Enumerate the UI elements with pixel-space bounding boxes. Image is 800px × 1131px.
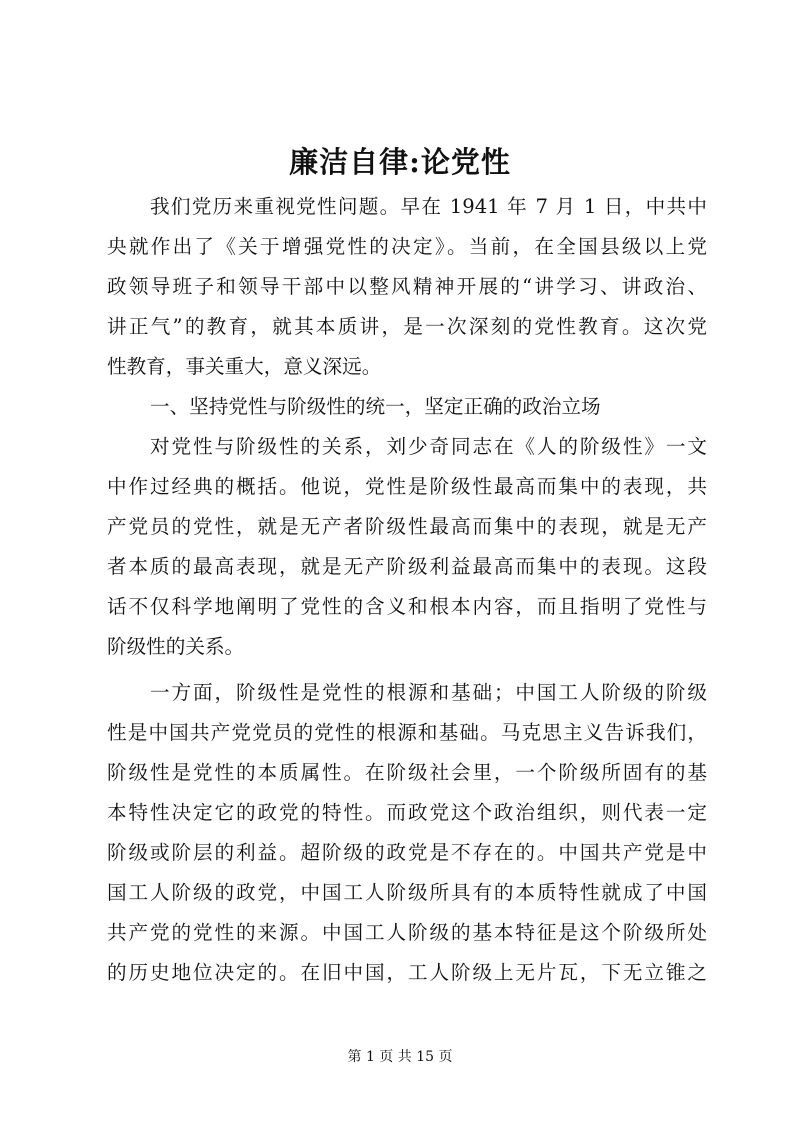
document-title: 廉洁自律:论党性 (289, 145, 511, 179)
paragraph-line: 阶级性是党性的本质属性。在阶级社会里，一个阶级所固有的基 (107, 761, 707, 784)
paragraph-line: 性教育，事关重大，意义深远。 (107, 355, 382, 378)
section-heading: 一、坚持党性与阶级性的统一，坚定正确的政治立场 (150, 395, 601, 418)
paragraph-line: 央就作出了《关于增强党性的决定》。当前，在全国县级以上党 (107, 235, 707, 258)
paragraph-line: 阶级或阶层的利益。超阶级的政党是不存在的。中国共产党是中 (107, 841, 707, 864)
paragraph-line: 国工人阶级的政党，中国工人阶级所具有的本质特性就成了中国 (107, 881, 707, 904)
paragraph-line: 本特性决定它的政党的特性。而政党这个政治组织，则代表一定 (107, 801, 707, 824)
paragraph-line: 政领导班子和领导干部中以整风精神开展的“讲学习、讲政治、 (107, 275, 707, 298)
paragraph-line: 共产党的党性的来源。中国工人阶级的基本特征是这个阶级所处 (107, 921, 707, 944)
paragraph-line: 一方面，阶级性是党性的根源和基础；中国工人阶级的阶级 (150, 681, 707, 704)
page-number-footer: 第 1 页 共 15 页 (347, 1049, 453, 1065)
paragraph-line: 我们党历来重视党性问题。早在 1941 年 7 月 1 日，中共中 (150, 195, 707, 218)
paragraph-line: 讲正气”的教育，就其本质讲，是一次深刻的党性教育。这次党 (107, 315, 707, 338)
paragraph-line: 者本质的最高表现，就是无产阶级利益最高而集中的表现。这段 (107, 555, 707, 578)
paragraph-line: 中作过经典的概括。他说，党性是阶级性最高而集中的表现，共 (107, 475, 707, 498)
paragraph-line: 阶级性的关系。 (107, 635, 245, 658)
paragraph-line: 的历史地位决定的。在旧中国，工人阶级上无片瓦，下无立锥之 (107, 961, 707, 984)
paragraph-line: 话不仅科学地阐明了党性的含义和根本内容，而且指明了党性与 (107, 595, 707, 618)
paragraph-line: 产党员的党性，就是无产者阶级性最高而集中的表现，就是无产 (107, 515, 707, 538)
paragraph-line: 对党性与阶级性的关系，刘少奇同志在《人的阶级性》一文 (150, 435, 707, 458)
paragraph-line: 性是中国共产党党员的党性的根源和基础。马克思主义告诉我们， (107, 721, 707, 744)
